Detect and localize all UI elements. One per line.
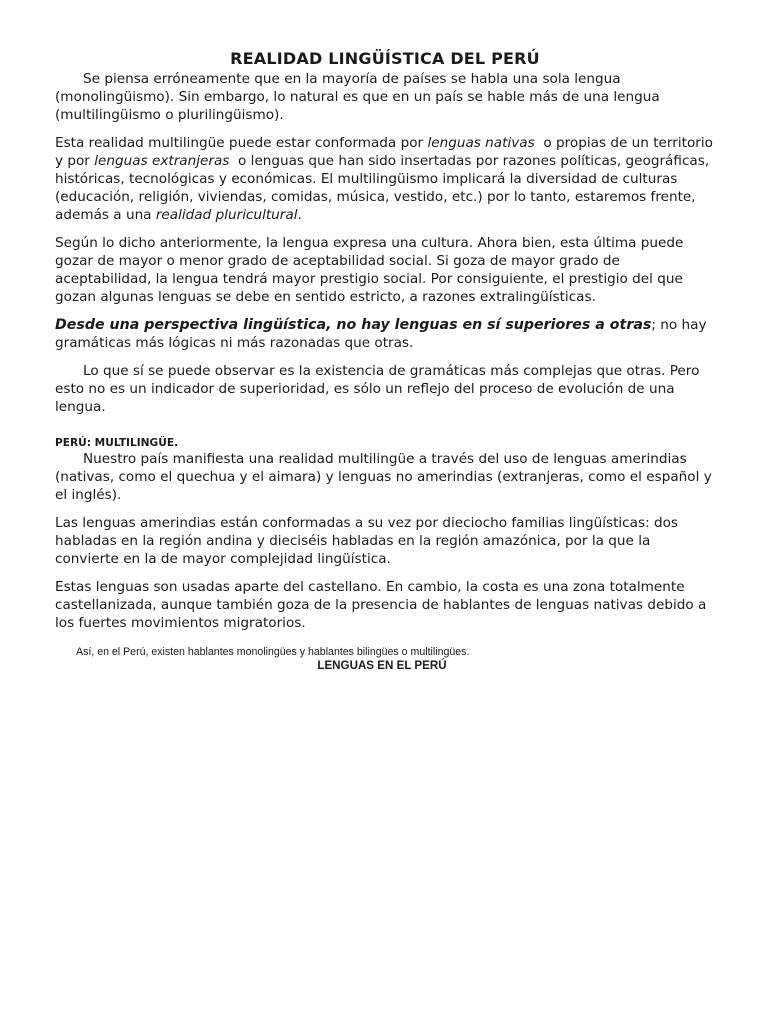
italic-lenguas-nativas: lenguas nativas (427, 135, 535, 151)
text-run: o lenguas que han sido insertadas por razones políticas, geográficas, históricas, tecnológicas y económicas. El multilingüismo implicará la diversidad de culturas (educación, religión, viviendas, comidas, música, vestido, etc.) por lo tanto, estaremos frente, además a una (55, 153, 714, 223)
section-subtitle: LENGUAS EN EL PERÚ (317, 659, 447, 672)
text-run: o propias de un territorio y por (55, 135, 718, 169)
document-title: REALIDAD LINGÜÍSTICA DEL PERÚ (230, 49, 540, 68)
note-speakers: Así, en el Perú, existen hablantes monolingües y hablantes bilingües o multilingües. (76, 646, 470, 658)
paragraph-castellano: Estas lenguas son usadas aparte del castellano. En cambio, la costa es una zona totalmente castellanizada, aunque también goza de la presencia de hablantes de lenguas nativas debido a los fuertes movimientos migratorios. (55, 579, 707, 631)
paragraph-language-families: Las lenguas amerindias están conformadas a su vez por dieciocho familias lingüísticas: dos habladas en la región andina y dieciséis habladas en la región amazónica, por la que la convierte en la de mayor complejidad lingüística. (55, 515, 679, 567)
paragraph-monolingualism: Se piensa erróneamente que en la mayoría de países se habla una sola lengua (monolingüismo). Sin embargo, lo natural es que en un país se hable más de una lengua (multilingüismo o plurilingüismo). (55, 71, 660, 123)
paragraph-linguistic-perspective (55, 316, 715, 352)
paragraph-multilingual-reality (55, 134, 718, 224)
paragraph-peru-multilingual: Nuestro país manifiesta una realidad multilingüe a través del uso de lenguas amerindias (nativas, como el quechua y el aimara) y lenguas no amerindias (extranjeras, como el español y el inglés). (55, 451, 712, 503)
emphasis-statement: Desde una perspectiva lingüística, no hay lenguas en sí superiores a otras (55, 317, 652, 333)
text-run: Esta realidad multilingüe puede estar conformada por (55, 135, 428, 151)
italic-lenguas-extranjeras: lenguas extranjeras (94, 153, 230, 169)
paragraph-grammar-complexity: Lo que sí se puede observar es la existencia de gramáticas más complejas que otras. Pero esto no es un indicador de superioridad, es sólo un reflejo del proceso de evolución de una lengua. (55, 363, 700, 415)
document-page (55, 49, 718, 672)
text-run: ; no hay gramáticas más lógicas ni más razonadas que otras. (55, 317, 707, 351)
italic-realidad-pluricultural: realidad pluricultural (155, 207, 298, 223)
section-heading: PERÚ: MULTILINGÜE. (55, 437, 179, 449)
text-run: . (297, 207, 302, 223)
paragraph-social-prestige: Según lo dicho anteriormente, la lengua expresa una cultura. Ahora bien, esta última puede gozar de mayor o menor grado de aceptabilidad social. Si goza de mayor grado de aceptabilidad, la lengua tendrá mayor prestigio social. Por consiguiente, el prestigio del que gozan algunas lenguas se debe en sentido estricto, a razones extralingüísticas. (55, 235, 684, 305)
